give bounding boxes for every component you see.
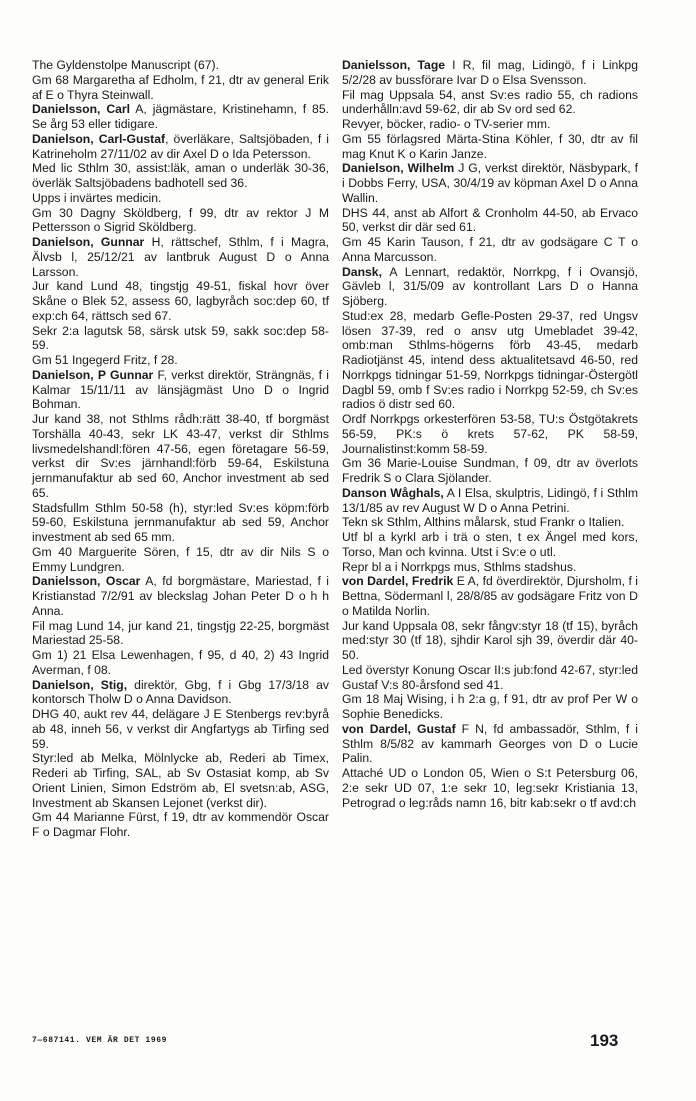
entry-text: Stadsfullm Sthlm 50-58 (h), styr:led Sv:es köpm:förb 59-60, Eskilstuna jernmanufaktur ab sed 59, Anchor investment ab sed 65 mm.: [32, 500, 329, 544]
entry-text: Jur kand 38, not Sthlms rådh:rätt 38-40, tf borgmäst Torshälla 40-43, sekr LK 43-47, verkst dir Sthlms livsmedelshandl:fören 47-56, egen företagare 56-59, verkst dir Sv:es järnhandl:förb 59-64, Eskilstuna jernmanufaktur ab sed 60, Anchor investment ab sed 65.: [32, 412, 329, 500]
biography-paragraph: [342, 412, 638, 456]
biography-paragraph: [342, 309, 638, 412]
biography-entry: [32, 574, 329, 618]
entry-name: Danson Wåghals,: [342, 485, 444, 500]
entry-text: Stud:ex 28, medarb Gefle-Posten 29-37, red Ungsv lösen 37-39, red o ansv utg Umebladet 39-42, omb:man Sthlms-högerns förb 43-45, medarb Radiotjänst 45, intend dess aktualitetsavd 46-50, red Norrkpgs tidningar 51-59, Norrkpgs tidningar-Östergötl Dagbl 59, omb f Sv:es radio i Norrkpg 52-59, ch Sv:es radios ö distr sed 60.: [342, 308, 638, 412]
biography-entry: [32, 678, 329, 708]
entry-text: Upps i invärtes medicin.: [32, 190, 162, 205]
biography-paragraph: [32, 58, 329, 73]
entry-name: von Dardel, Gustaf: [342, 721, 456, 736]
entry-text: F, verkst direktör, Strängnäs, f i Kalmar 15/11/11 av länsjägmäst Uno D o Ingrid Bohman.: [32, 367, 329, 412]
biography-entry: [342, 574, 638, 618]
biography-paragraph: [32, 412, 329, 501]
entry-text: E A, fd överdirektör, Djursholm, f i Bettna, Södermanl l, 28/8/85 av godsägare Fritz von D o Matilda Norlin.: [342, 574, 639, 618]
entry-text: J G, verkst direktör, Näsbypark, f i Dobbs Ferry, USA, 30/4/19 av köpman Axel D o Anna Wallin.: [342, 161, 638, 205]
biography-paragraph: [342, 235, 638, 265]
entry-text: Gm 44 Marianne Fürst, f 19, dtr av kommendör Oscar F o Dagmar Flohr.: [32, 810, 329, 839]
biography-paragraph: [342, 456, 638, 486]
entry-name: von Dardel, Fredrik: [342, 574, 454, 589]
biography-paragraph: [342, 619, 638, 663]
entry-text: Utf bl a kyrkl arb i trä o sten, t ex Ängel med kors, Torso, Man och kvinna. Utst i Sv:e o utl.: [342, 530, 638, 559]
entry-text: The Gyldenstolpe Manuscript (67).: [32, 58, 219, 72]
biography-paragraph: [342, 663, 638, 693]
entry-text: Jur kand Uppsala 08, sekr fångv:styr 18 (tf 15), byråch med:styr 30 (tf 18), sjhdir Karol sjh 39, överdir där 40-50.: [342, 618, 638, 662]
entry-text: Sekr 2:a lagutsk 58, särsk utsk 59, sakk soc:dep 58-59.: [32, 323, 329, 353]
biography-entry: [342, 58, 638, 88]
biography-paragraph: [342, 766, 638, 810]
biography-entry: [32, 132, 329, 162]
entry-text: Led överstyr Konung Oscar II:s jub:fond 42-67, styr:led Gustaf V:s 80-årsfond sed 41.: [342, 662, 638, 692]
entry-name: Danielsson, Tage: [342, 58, 446, 72]
biography-paragraph: [342, 692, 638, 722]
biography-paragraph: [32, 191, 329, 206]
entry-text: Repr bl a i Norrkpgs mus, Sthlms stadshus.: [342, 559, 577, 574]
biography-paragraph: [32, 619, 329, 649]
biography-paragraph: [32, 707, 329, 751]
biography-paragraph: [342, 560, 638, 575]
left-column: [32, 58, 329, 840]
biography-paragraph: [342, 117, 638, 132]
biography-paragraph: [32, 501, 329, 545]
biography-entry: [32, 235, 329, 279]
biography-paragraph: [32, 810, 329, 840]
biography-paragraph: [32, 324, 329, 354]
entry-text: Fil mag Uppsala 54, anst Sv:es radio 55, ch radions underhålln:avd 59-62, dir ab Sv ord sed 62.: [342, 87, 638, 117]
entry-text: DHG 40, aukt rev 44, delägare J E Stenbergs rev:byrå ab 48, inneh 56, v verkst dir Angfartygs ab Tirfing sed 59.: [32, 707, 329, 751]
biography-paragraph: [32, 161, 329, 191]
entry-text: H, rättschef, Sthlm, f i Magra, Älvsb l, 25/12/21 av lantbruk August D o Anna Larsson.: [32, 235, 329, 279]
biography-entry: [32, 368, 329, 412]
entry-text: Attaché UD o London 05, Wien o S:t Petersburg 06, 2:e sekr UD 07, 1:e sekr 10, leg:sekr Kristiania 13, Petrograd o leg:råds namn 16, bitr kab:sekr o tf avd:ch: [342, 766, 638, 810]
entry-text: Tekn sk Sthlm, Althins målarsk, stud Frankr o Italien.: [342, 515, 625, 530]
entry-text: Ordf Norrkpgs orkesterfören 53-58, TU:s Östgötakrets 56-59, PK:s ö krets 57-62, PK 58-59, Journalistinst:komm 58-59.: [342, 412, 638, 456]
entry-text: Styr:led ab Melka, Mölnlycke ab, Rederi ab Timex, Rederi ab Tirfing, SAL, ab Sv Ostasiat komp, ab Sv Orient Linien, Simon Edström ab, El svetsn:ab, ASG, Investment ab Skansen Lejonet (verkst dir).: [32, 751, 329, 810]
entry-text: Jur kand Lund 48, tingstjg 49-51, fiskal hovr över Skåne o Blek 52, assess 60, lagbyråch soc:dep 60, tf exp:ch 64, rättsch sed 67.: [32, 279, 329, 323]
entry-text: A, jägmästare, Kristinehamn, f 85. Se årg 53 eller tidigare.: [32, 102, 329, 131]
entry-text: DHS 44, anst ab Alfort & Cronholm 44-50, ab Ervaco 50, verkst dir där sed 61.: [342, 205, 638, 235]
entry-text: Gm 36 Marie-Louise Sundman, f 09, dtr av överlots Fredrik S o Clara Sjölander.: [342, 456, 638, 485]
biography-entry: [342, 265, 638, 309]
biography-entry: [342, 161, 638, 205]
biography-paragraph: [342, 206, 638, 236]
entry-name: Danielsson, Carl: [32, 102, 131, 117]
biography-paragraph: [32, 206, 329, 236]
entry-text: I R, fil mag, Lidingö, f i Linkpg 5/2/28 av bussförare Ivar D o Elsa Svensson.: [342, 58, 638, 87]
entry-text: direktör, Gbg, f i Gbg 17/3/18 av kontorsch Tholw D o Anna Davidson.: [32, 677, 329, 707]
entry-text: Gm 18 Maj Wising, i h 2:a g, f 91, dtr av prof Per W o Sophie Benedicks.: [342, 692, 638, 721]
biography-paragraph: [32, 545, 329, 575]
biography-paragraph: [342, 88, 638, 118]
right-column: [342, 58, 638, 810]
entry-text: A Lennart, redaktör, Norrkpg, f i Ovansjö, Gävleb l, 31/5/09 av kontrollant Lars D o Hanna Sjöberg.: [342, 264, 638, 308]
entry-name: Danielson, Gunnar: [32, 235, 145, 249]
entry-text: , överläkare, Saltsjöbaden, f i Katrineholm 27/11/02 av dir Axel D o Ida Petersson.: [32, 131, 329, 161]
biography-paragraph: [32, 353, 329, 368]
entry-text: Gm 1) 21 Elsa Lewenhagen, f 95, d 40, 2) 43 Ingrid Averman, f 08.: [32, 648, 329, 677]
entry-name: Danielson, Wilhelm: [342, 161, 455, 176]
entry-text: Gm 40 Marguerite Sören, f 15, dtr av dir Nils S o Emmy Lundgren.: [32, 544, 329, 574]
biography-paragraph: [32, 279, 329, 323]
entry-text: Fil mag Lund 14, jur kand 21, tingstjg 22-25, borgmäst Mariestad 25-58.: [32, 618, 329, 648]
entry-name: Danielsson, Oscar: [32, 574, 141, 589]
entry-name: Danielson, Stig,: [32, 677, 128, 692]
biography-entry: [32, 102, 329, 132]
entry-text: A I Elsa, skulptris, Lidingö, f i Sthlm 13/1/85 av rev August W D o Anna Petrini.: [342, 485, 639, 515]
biography-entry: [342, 722, 638, 766]
entry-text: Gm 51 Ingegerd Fritz, f 28.: [32, 353, 178, 367]
entry-name: Danielson, P Gunnar: [32, 367, 154, 382]
biography-paragraph: [32, 751, 329, 810]
entry-name: Danielson, Carl-Gustaf: [32, 131, 166, 146]
entry-text: Gm 45 Karin Tauson, f 21, dtr av godsägare C T o Anna Marcusson.: [342, 235, 638, 264]
entry-text: Gm 68 Margaretha af Edholm, f 21, dtr av general Erik af E o Thyra Steinwall.: [32, 72, 329, 102]
biography-paragraph: [342, 530, 638, 560]
entry-text: F N, fd ambassadör, Sthlm, f i Sthlm 8/5/82 av kammarh Georges von D o Lucie Palin.: [342, 721, 639, 766]
biography-paragraph: [32, 73, 329, 103]
entry-text: Gm 30 Dagny Sköldberg, f 99, dtr av rektor J M Pettersson o Sigrid Sköldberg.: [32, 205, 329, 235]
biography-paragraph: [342, 515, 638, 530]
entry-text: Gm 55 förlagsred Märta-Stina Köhler, f 30, dtr av fil mag Knut K o Karin Janze.: [342, 131, 638, 161]
page-number: 193: [590, 1031, 619, 1050]
entry-name: Dansk,: [342, 264, 382, 279]
entry-text: A, fd borgmästare, Mariestad, f i Kristianstad 7/2/91 av bleckslag Johan Peter D o h h Anna.: [32, 574, 329, 618]
entry-text: Revyer, böcker, radio- o TV-serier mm.: [342, 117, 551, 131]
entry-text: Med lic Sthlm 30, assist:läk, aman o underläk 30-36, överläk Saltsjöbadens badhotell sed 36.: [32, 161, 329, 190]
biography-paragraph: [342, 132, 638, 162]
biography-entry: [342, 486, 638, 516]
footer-code: 7—687141. VEM ÄR DET 1969: [32, 1036, 168, 1045]
biography-paragraph: [32, 648, 329, 678]
